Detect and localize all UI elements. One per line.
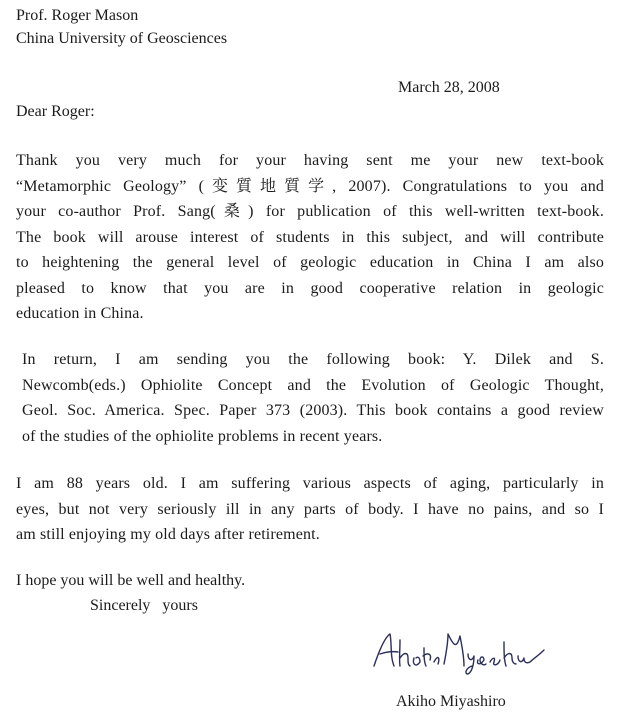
paragraph-line: Geol. Soc. America. Spec. Paper 373 (2003). This book contains a good review xyxy=(22,402,604,419)
paragraph-line: your co-author Prof. Sang(桑) for publication of this well-written text-book. xyxy=(16,203,604,220)
closing-wish: I hope you will be well and healthy. xyxy=(16,572,246,589)
paragraph-line: education in China. xyxy=(16,305,144,322)
paragraph-3 xyxy=(16,471,604,548)
paragraph-line: eyes, but not very seriously ill in any parts of body. I have no pains, and so I xyxy=(16,500,604,518)
paragraph-line: “Metamorphic Geology” (变質地質学, 2007). Congratulations to you and xyxy=(16,177,604,195)
paragraph-line: The book will arouse interest of students in this subject, and will contribute xyxy=(16,228,604,246)
sender-affiliation: China University of Geosciences xyxy=(16,30,228,47)
paragraph-line: pleased to know that you are in good cooperative relation in geologic xyxy=(16,279,604,297)
paragraph-2 xyxy=(22,347,604,449)
paragraph-line: to heightening the general level of geologic education in China I am also xyxy=(16,254,604,271)
letter-date: March 28, 2008 xyxy=(398,79,500,96)
paragraph-line: I am 88 years old. I am suffering various aspects of aging, particularly in xyxy=(16,475,604,492)
handwritten-signature xyxy=(368,628,552,676)
paragraph-line: am still enjoying my old days after retirement. xyxy=(16,526,320,543)
valediction: Sincerely yours xyxy=(90,597,198,614)
paragraph-1 xyxy=(16,148,604,327)
paragraph-line: of the studies of the ophiolite problems in recent years. xyxy=(22,427,383,445)
sender-name: Prof. Roger Mason xyxy=(16,7,139,24)
salutation: Dear Roger: xyxy=(16,103,95,120)
paragraph-line: Newcomb(eds.) Ophiolite Concept and the Evolution of Geologic Thought, xyxy=(22,376,604,394)
paragraph-line: Thank you very much for your having sent me your new text-book xyxy=(16,152,604,169)
signer-name: Akiho Miyashiro xyxy=(396,693,506,710)
paragraph-line: In return, I am sending you the following book: Y. Dilek and S. xyxy=(22,351,604,368)
